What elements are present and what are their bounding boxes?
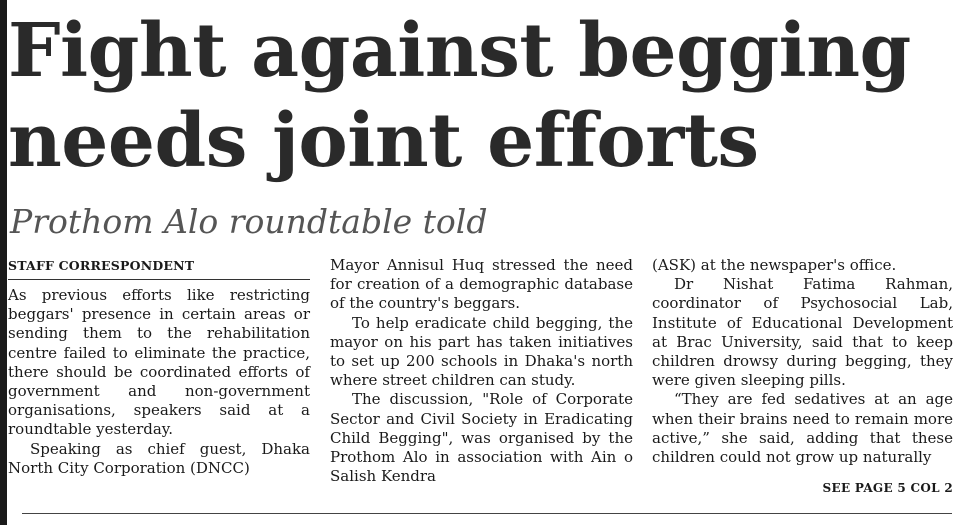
paragraph: As previous efforts like restricting beggars' presence in certain areas or sending them to the rehabilitation centre failed to eliminate the practice, there should be coordinated efforts of government and non-government organisations, speakers said at a roundtable yesterday. xyxy=(8,286,310,439)
headline-line-1: Fight against begging xyxy=(8,8,911,94)
byline: STAFF CORRESPONDENT xyxy=(8,256,310,280)
paragraph: To help eradicate child begging, the mayor on his part has taken initiatives to set up 200 schools in Dhaka's north where street children can study. xyxy=(330,313,633,390)
paragraph: Dr Nishat Fatima Rahman, coordinator of Psychosocial Lab, Institute of Educational Development at Brac University, said that to keep children drowsy during begging, they were given sleeping pills. xyxy=(652,275,953,390)
article-column-1 xyxy=(8,256,310,478)
paragraph: “They are fed sedatives at an age when their brains need to remain more active,” she said, adding that these children could not grow up naturally xyxy=(652,390,953,467)
page-edge-shadow xyxy=(0,0,7,525)
bottom-rule xyxy=(22,513,952,514)
paragraph: Mayor Annisul Huq stressed the need for creation of a demographic database of the country's beggars. xyxy=(330,256,633,313)
paragraph: Speaking as chief guest, Dhaka North City Corporation (DNCC) xyxy=(8,439,310,477)
kicker-subheadline: Prothom Alo roundtable told xyxy=(10,202,488,241)
continuation-jump-line: SEE PAGE 5 COL 2 xyxy=(822,481,953,495)
paragraph: (ASK) at the newspaper's office. xyxy=(652,256,897,274)
headline-line-2: needs joint efforts xyxy=(8,98,759,184)
article-column-3 xyxy=(652,256,953,467)
paragraph: The discussion, "Role of Corporate Sector and Civil Society in Eradicating Child Begging", was organised by the Prothom Alo in association with Ain o Salish Kendra xyxy=(330,390,633,486)
headline xyxy=(8,6,963,186)
article-column-2 xyxy=(330,256,633,486)
